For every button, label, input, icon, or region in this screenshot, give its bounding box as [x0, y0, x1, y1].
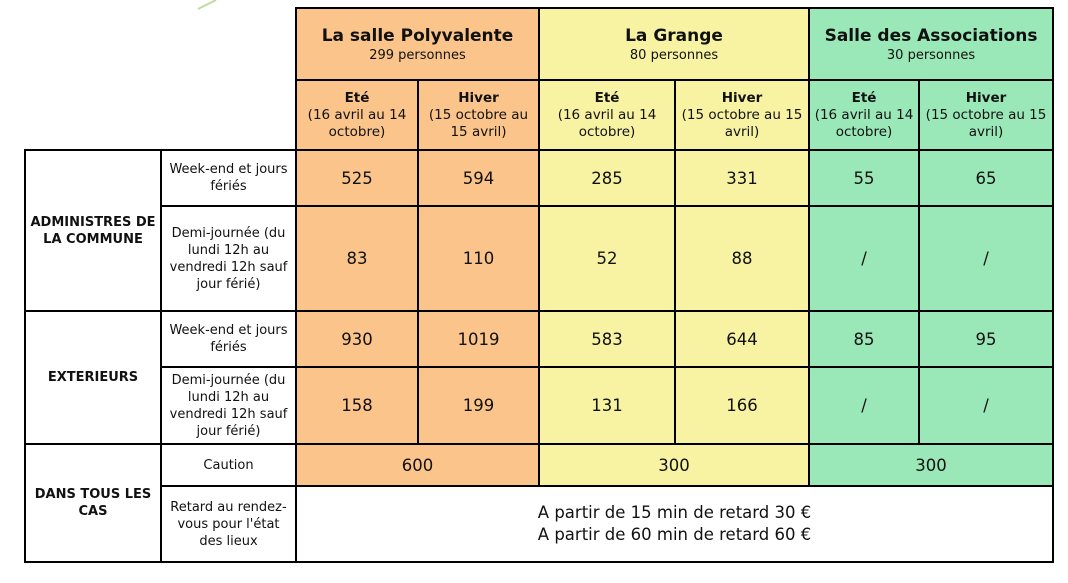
subrow-late: Retard au rendez-vous pour l'état des lieux [161, 486, 296, 562]
season-name: Eté [594, 89, 620, 106]
late-fee-line: A partir de 60 min de retard 60 € [537, 525, 812, 544]
rate-cell: / [919, 206, 1053, 311]
rate-cell: 1019 [418, 311, 539, 367]
rate-cell: 158 [296, 367, 418, 444]
rate-cell: / [809, 206, 919, 311]
late-fee-line: A partir de 15 min de retard 30 € [537, 503, 812, 522]
rental-rates-table [24, 7, 1054, 563]
rate-cell: 583 [539, 311, 675, 367]
rate-cell: 83 [296, 206, 418, 311]
rate-cell: 331 [675, 150, 809, 206]
rate-cell: / [809, 367, 919, 444]
empty-corner [25, 80, 296, 150]
subrow-deposit: Caution [161, 444, 296, 486]
rate-cell: 110 [418, 206, 539, 311]
rate-cell: 85 [809, 311, 919, 367]
venue-capacity: 299 personnes [369, 47, 466, 63]
rate-cell: 131 [539, 367, 675, 444]
rate-cell: 199 [418, 367, 539, 444]
rate-cell: / [919, 367, 1053, 444]
venue-capacity: 80 personnes [629, 47, 719, 63]
rate-cell: 52 [539, 206, 675, 311]
season-range: (15 octobre au 15 avril) [925, 106, 1047, 140]
season-name: Eté [344, 89, 370, 106]
category-residents: ADMINISTRES DE LA COMMUNE [25, 150, 161, 311]
rate-cell: 930 [296, 311, 418, 367]
deposit-cell: 600 [296, 444, 539, 486]
subrow-weekend: Week-end et jours fériés [161, 150, 296, 206]
rate-cell: 88 [675, 206, 809, 311]
venue-header-grange [539, 8, 809, 80]
category-all-cases: DANS TOUS LES CAS [25, 444, 161, 562]
season-range: (16 avril au 14 octobre) [814, 106, 914, 140]
rate-cell: 166 [675, 367, 809, 444]
season-header [809, 80, 919, 150]
rate-cell: 55 [809, 150, 919, 206]
rate-cell: 95 [919, 311, 1053, 367]
subrow-halfday: Demi-journée (du lundi 12h au vendredi 12h sauf jour férié) [161, 206, 296, 311]
season-header [539, 80, 675, 150]
season-header [418, 80, 539, 150]
rate-cell: 65 [919, 150, 1053, 206]
late-fee-note [296, 486, 1053, 562]
subrow-weekend: Week-end et jours fériés [161, 311, 296, 367]
rate-cell: 285 [539, 150, 675, 206]
subrow-halfday: Demi-journée (du lundi 12h au vendredi 12h sauf jour férié) [161, 367, 296, 444]
deposit-cell: 300 [539, 444, 809, 486]
venue-name: La Grange [625, 25, 723, 46]
deposit-cell: 300 [809, 444, 1053, 486]
rate-cell: 594 [418, 150, 539, 206]
rate-cell: 525 [296, 150, 418, 206]
season-range: (16 avril au 14 octobre) [557, 106, 657, 140]
venue-header-associations [809, 8, 1053, 80]
rate-cell: 644 [675, 311, 809, 367]
empty-corner [25, 8, 296, 80]
season-name: Hiver [965, 89, 1007, 106]
season-name: Hiver [458, 89, 499, 106]
venue-name: La salle Polyvalente [321, 25, 514, 46]
category-external: EXTERIEURS [25, 311, 161, 444]
season-name: Hiver [721, 89, 763, 106]
season-header [296, 80, 418, 150]
venue-header-polyvalente [296, 8, 539, 80]
season-range: (15 octobre au 15 avril) [681, 106, 803, 140]
season-name: Eté [851, 89, 877, 106]
season-header [675, 80, 809, 150]
season-header [919, 80, 1053, 150]
venue-name: Salle des Associations [824, 25, 1038, 46]
season-range: (15 octobre au 15 avril) [428, 106, 529, 140]
venue-capacity: 30 personnes [886, 47, 976, 63]
season-range: (16 avril au 14 octobre) [307, 106, 407, 140]
